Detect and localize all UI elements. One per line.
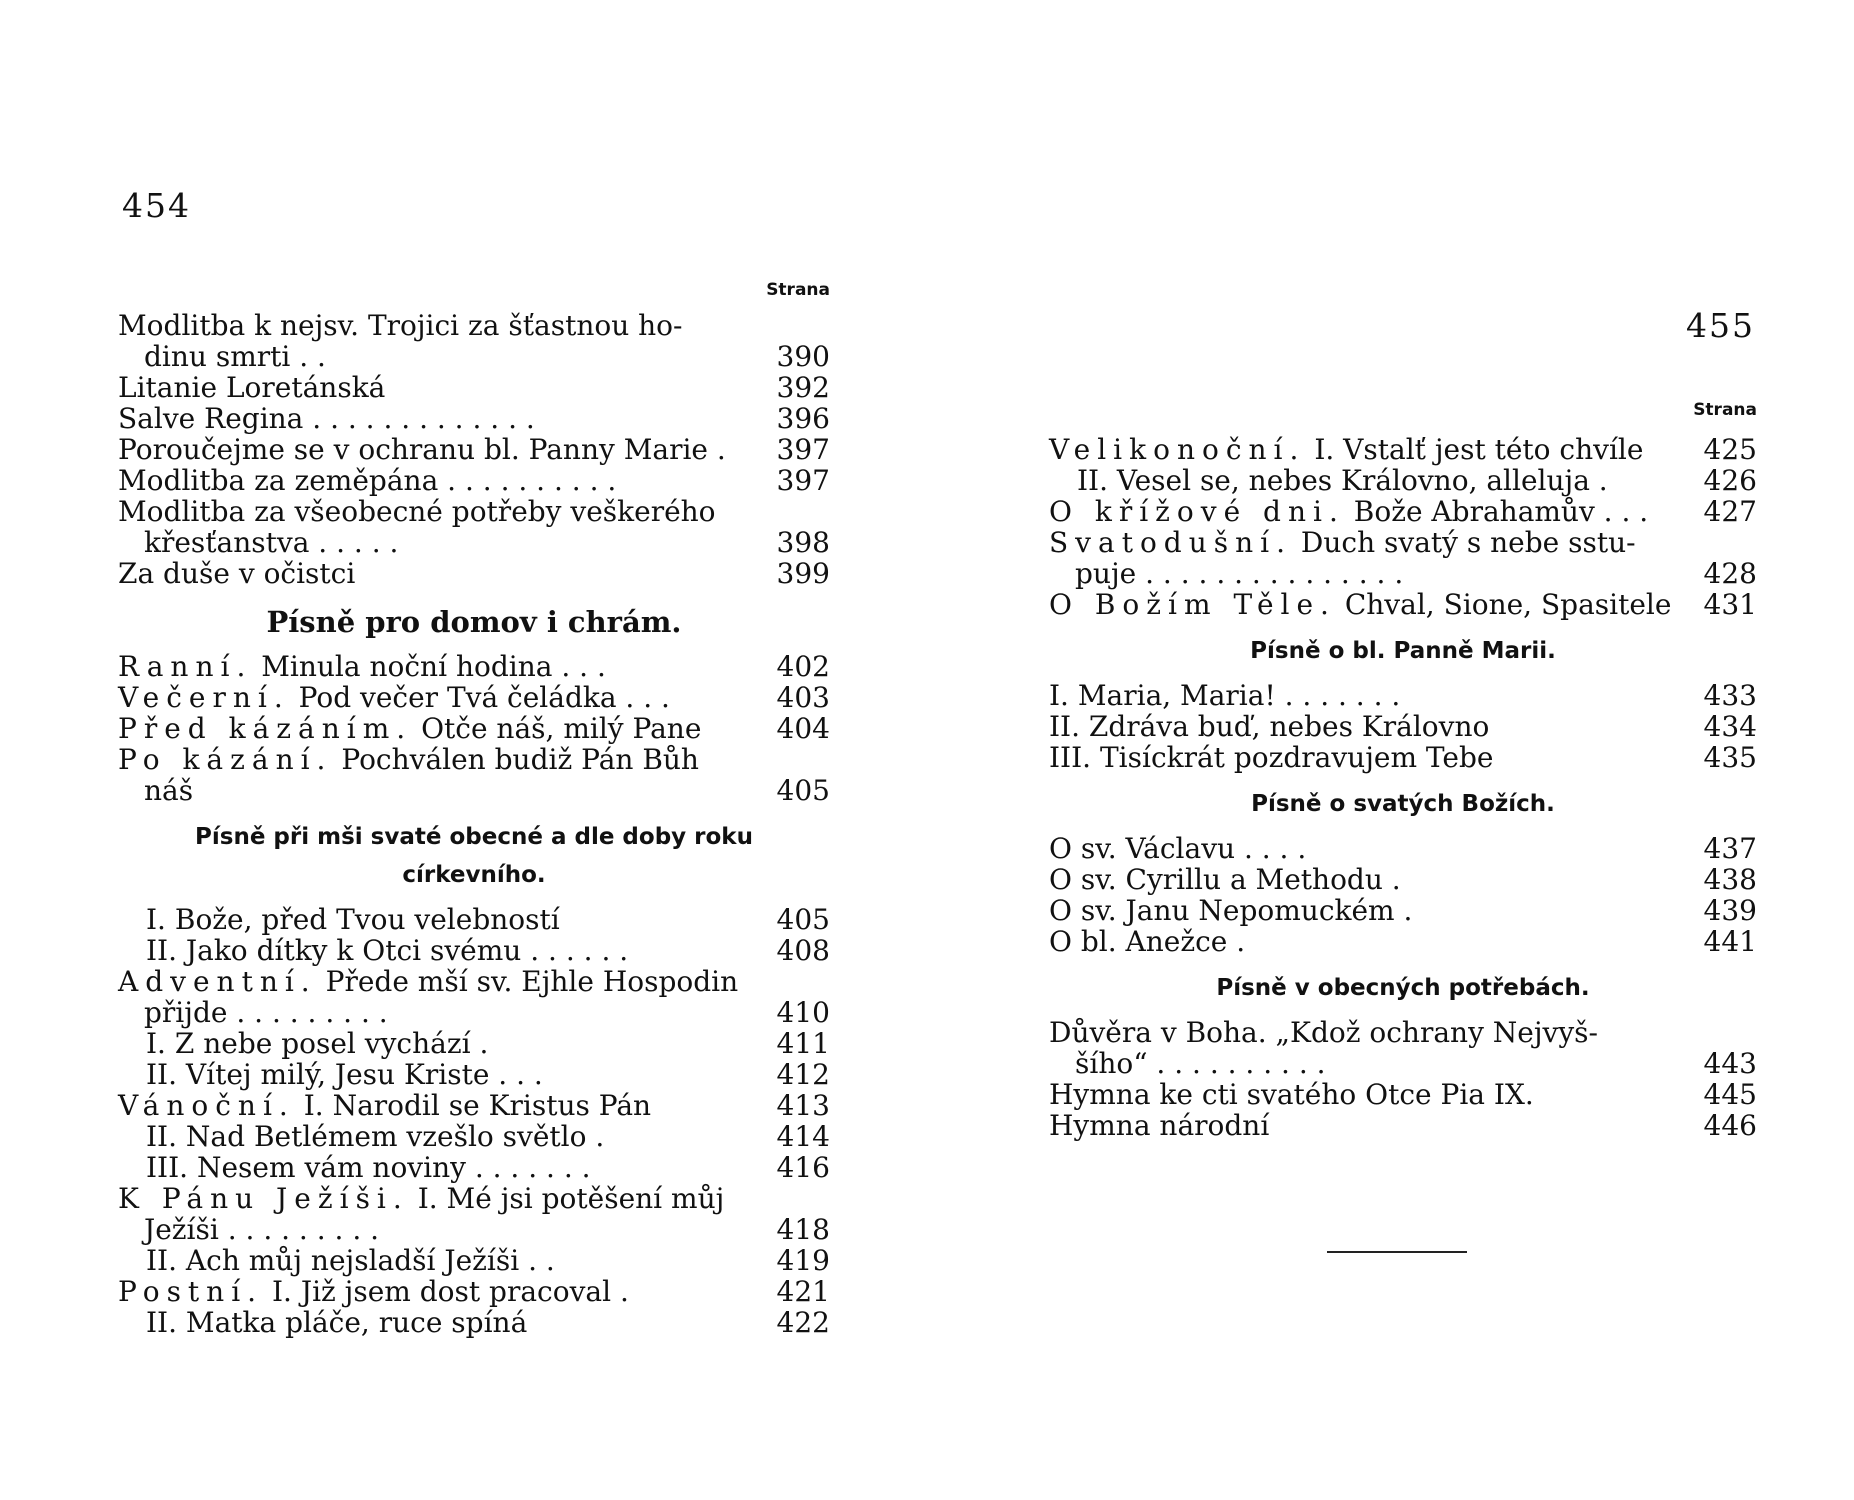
toc-entry [118,372,830,403]
toc-entry [118,496,830,558]
entry-lead: Po kázání. [118,743,333,776]
entry-text: Salve Regina . . . . . . . . . . . . . [118,402,535,435]
entry-page-number: 422 [776,1306,830,1339]
entry-page-number: 390 [776,340,830,373]
entry-line [146,1120,604,1153]
toc-entry [118,1090,830,1121]
entry-title [118,966,768,1028]
entry-line [146,1306,527,1339]
entry-title [118,496,768,558]
heading-line: Písně při mši svaté obecné a dle doby roku [195,824,753,850]
entry-line [146,1151,591,1184]
entry-title [146,1028,768,1059]
entry-page-number: 396 [776,402,830,435]
toc-entry [1049,527,1757,589]
entry-text: Hymna národní [1049,1109,1270,1142]
entry-title [1049,711,1695,742]
entry-text: III. Tisíckrát pozdravujem Tebe [1049,741,1494,774]
entry-title [118,1183,768,1245]
entry-page-number: 426 [1703,464,1757,497]
entry-text: I. Narodil se Kristus Pán [294,1089,652,1122]
entry-title [118,1090,768,1121]
entry-title [1049,742,1695,773]
toc-entry [118,1028,830,1059]
entry-continuation: náš [144,774,194,807]
entry-title [1077,465,1695,496]
entry-text: Otče náš, milý Pane [412,712,702,745]
entry-line [118,309,683,342]
right-section3 [1049,1017,1757,1141]
entry-title [1049,895,1695,926]
entry-title [146,904,768,935]
entry-line [118,681,670,714]
entry-lead: Vánoční. [118,1089,295,1122]
entry-text: Pochválen budiž Pán Bůh [332,743,699,776]
entry-line [1049,526,1636,559]
section-heading: Písně o bl. Panně Marii. [1250,638,1556,664]
toc-entry [1049,1017,1757,1079]
entry-page-number: 418 [776,1213,830,1246]
entry-text: O sv. Janu Nepomuckém . [1049,894,1413,927]
entry-line [118,433,726,466]
entry-title [118,682,768,713]
entry-title [1049,527,1695,589]
toc-entry [118,1183,830,1245]
left-section2 [118,904,830,1338]
entry-continuation: puje . . . . . . . . . . . . . . . [1075,557,1404,590]
entry-line [118,650,606,683]
toc-entry [1049,895,1757,926]
entry-text: Přede mší sv. Ejhle Hospodin [316,965,739,998]
toc-entry [118,966,830,1028]
toc-entry [118,1307,830,1338]
entry-line [118,495,716,528]
entry-lead: Ranní. [118,650,253,683]
entry-page-number: 397 [776,464,830,497]
entry-title [118,465,768,496]
entry-lead: Večerní. [118,681,290,714]
entry-line [146,934,628,967]
entry-line [1049,710,1489,743]
section-heading: Písně o svatých Božích. [1251,791,1555,817]
entry-line [118,371,385,404]
toc-entry [1049,1110,1757,1141]
page-number: 455 [1686,306,1755,345]
entry-page-number: 427 [1703,495,1757,528]
toc-entry [1049,833,1757,864]
entry-text: I. Vstalť jest této chvíle [1305,433,1644,466]
entry-title [146,1152,768,1183]
entry-line [1049,1109,1269,1142]
entry-title [1049,680,1695,711]
entry-lead: Adventní. [118,965,317,998]
entry-text: Modlitba k nejsv. Trojici za šťastnou ho- [118,309,683,342]
entry-line [1049,925,1245,958]
toc-entry [118,935,830,966]
entry-title [146,1121,768,1152]
toc-entry [118,651,830,682]
entry-page-number: 405 [776,903,830,936]
entry-text: O bl. Anežce . [1049,925,1246,958]
entry-title [146,1245,768,1276]
entry-title [1049,1017,1695,1079]
entry-line [1049,588,1671,621]
toc-entry [118,1245,830,1276]
entry-line [1049,741,1493,774]
entry-text: Za duše v očistci [118,557,356,590]
entry-page-number: 416 [776,1151,830,1184]
left-intro [118,310,830,589]
entry-text: Důvěra v Boha. „Kdož ochrany Nejvyš- [1049,1016,1599,1049]
right-contents [1049,434,1757,1141]
column-label: Strana [766,280,830,300]
entry-line [1049,863,1401,896]
entry-page-number: 434 [1703,710,1757,743]
entry-text: Minula noční hodina . . . [252,650,606,683]
heading-line: církevního. [402,862,546,888]
entry-title [146,1307,768,1338]
toc-entry [1049,711,1757,742]
toc-entry [118,310,830,372]
entry-text: II. Vítej milý, Jesu Kriste . . . [146,1058,543,1091]
entry-line [1049,1016,1598,1049]
entry-line [146,1058,543,1091]
entry-text: Hymna ke cti svatého Otce Pia IX. [1049,1078,1534,1111]
entry-page-number: 425 [1703,433,1757,466]
entry-text: III. Nesem vám noviny . . . . . . . [146,1151,591,1184]
entry-title [118,558,768,589]
entry-page-number: 431 [1703,588,1757,621]
toc-entry [118,713,830,744]
toc-entry [1049,589,1757,620]
entry-title [1049,926,1695,957]
entry-page-number: 404 [776,712,830,745]
entry-text: Chval, Sione, Spasitele [1335,588,1672,621]
toc-entry [118,1152,830,1183]
entry-page-number: 399 [776,557,830,590]
entry-lead: Velikonoční. [1049,433,1306,466]
column-label: Strana [1693,400,1757,420]
entry-text: II. Jako dítky k Otci svému . . . . . . [146,934,629,967]
right-section1 [1049,680,1757,773]
entry-text: II. Vesel se, nebes Královno, alleluja . [1077,464,1608,497]
entry-text: I. Již jsem dost pracoval . [263,1275,629,1308]
entry-title [118,403,768,434]
entry-continuation: Ježíši . . . . . . . . . [144,1213,380,1246]
entry-line [146,1027,488,1060]
entry-line [118,1275,629,1308]
entry-title [1049,1110,1695,1141]
entry-page-number: 443 [1703,1047,1757,1080]
entry-page-number: 446 [1703,1109,1757,1142]
entry-line [1049,832,1306,865]
entry-continuation: šího“ . . . . . . . . . . [1075,1047,1326,1080]
entry-lead: K Pánu Ježíši. [118,1182,409,1215]
entry-line [1049,433,1643,466]
entry-line [118,712,701,745]
entry-page-number: 397 [776,433,830,466]
entry-text: I. Z nebe posel vychází . [146,1027,489,1060]
entry-text: Litanie Loretánská [118,371,386,404]
left-section1 [118,651,830,806]
toc-entry [1049,1079,1757,1110]
entry-page-number: 411 [776,1027,830,1060]
toc-entry [118,904,830,935]
toc-entry [1049,926,1757,957]
toc-entry [118,682,830,713]
entry-text: Duch svatý s nebe sstu- [1292,526,1636,559]
entry-title [118,372,768,403]
entry-text: I. Maria, Maria! . . . . . . . [1049,679,1401,712]
toc-entry [118,1059,830,1090]
entry-text: O sv. Cyrillu a Methodu . [1049,863,1401,896]
entry-text: II. Ach můj nejsladší Ježíši . . [146,1244,555,1277]
end-rule [1327,1251,1467,1253]
right-intro [1049,434,1757,620]
entry-line [118,402,535,435]
entry-page-number: 433 [1703,679,1757,712]
entry-title [118,744,768,806]
entry-text: Bože Abrahamův . . . [1344,495,1649,528]
toc-entry [1049,864,1757,895]
entry-line [146,903,560,936]
entry-title [118,651,768,682]
entry-page-number: 402 [776,650,830,683]
entry-line [1049,679,1400,712]
entry-continuation: přijde . . . . . . . . . [144,996,388,1029]
entry-lead: Svatodušní. [1049,526,1293,559]
entry-page-number: 405 [776,774,830,807]
entry-lead: Postní. [118,1275,264,1308]
page-number: 454 [122,186,191,225]
toc-entry [118,403,830,434]
entry-title [146,1059,768,1090]
entry-line [1077,464,1608,497]
entry-page-number: 438 [1703,863,1757,896]
entry-text: Poroučejme se v ochranu bl. Panny Marie . [118,433,726,466]
entry-text: II. Nad Betlémem vzešlo světlo . [146,1120,605,1153]
entry-line [1049,894,1412,927]
entry-title [1049,864,1695,895]
toc-entry [118,1121,830,1152]
entry-page-number: 408 [776,934,830,967]
entry-lead: O Božím Těle. [1049,588,1336,621]
entry-title [1049,496,1695,527]
entry-page-number: 419 [776,1244,830,1277]
entry-page-number: 398 [776,526,830,559]
entry-title [1049,1079,1695,1110]
entry-lead: O křížové dni. [1049,495,1345,528]
entry-line [118,1089,651,1122]
entry-page-number: 403 [776,681,830,714]
entry-page-number: 412 [776,1058,830,1091]
section-heading [118,818,830,894]
entry-line [1049,1078,1534,1111]
entry-line [118,557,355,590]
entry-title [1049,833,1695,864]
toc-entry [1049,496,1757,527]
entry-title [146,935,768,966]
entry-page-number: 435 [1703,741,1757,774]
entry-line [146,1244,555,1277]
entry-text: I. Bože, před Tvou velebností [146,903,560,936]
entry-title [118,434,768,465]
left-contents [118,310,830,1338]
entry-title [118,1276,768,1307]
entry-text: II. Zdráva buď, nebes Královno [1049,710,1490,743]
right-section2 [1049,833,1757,957]
entry-continuation: křesťanstva . . . . . [144,526,399,559]
toc-entry [118,465,830,496]
toc-entry [118,1276,830,1307]
toc-entry [1049,742,1757,773]
toc-entry [1049,434,1757,465]
entry-page-number: 421 [776,1275,830,1308]
toc-entry [1049,680,1757,711]
entry-text: Modlitba za všeobecné potřeby veškerého [118,495,716,528]
entry-text: II. Matka pláče, ruce spíná [146,1306,528,1339]
entry-page-number: 392 [776,371,830,404]
entry-line [118,743,699,776]
toc-entry [118,558,830,589]
section-heading: Písně pro domov i chrám. [266,605,682,639]
toc-entry [118,744,830,806]
entry-line [118,464,616,497]
entry-page-number: 428 [1703,557,1757,590]
toc-entry [1049,465,1757,496]
entry-page-number: 439 [1703,894,1757,927]
entry-text: I. Mé jsi potěšení můj [408,1182,725,1215]
toc-entry [118,434,830,465]
entry-line [118,1182,724,1215]
entry-title [1049,589,1695,620]
entry-page-number: 413 [776,1089,830,1122]
entry-line [118,965,738,998]
entry-title [118,310,768,372]
entry-page-number: 437 [1703,832,1757,865]
entry-text: O sv. Václavu . . . . [1049,832,1307,865]
entry-continuation: dinu smrti . . [144,340,326,373]
entry-lead: Před kázáním. [118,712,413,745]
entry-title [118,713,768,744]
entry-page-number: 441 [1703,925,1757,958]
section-heading: Písně v obecných potřebách. [1216,975,1590,1001]
entry-title [1049,434,1695,465]
entry-page-number: 445 [1703,1078,1757,1111]
entry-text: Modlitba za zeměpána . . . . . . . . . . [118,464,617,497]
entry-line [1049,495,1648,528]
entry-page-number: 410 [776,996,830,1029]
entry-text: Pod večer Tvá čeládka . . . [289,681,670,714]
entry-page-number: 414 [776,1120,830,1153]
